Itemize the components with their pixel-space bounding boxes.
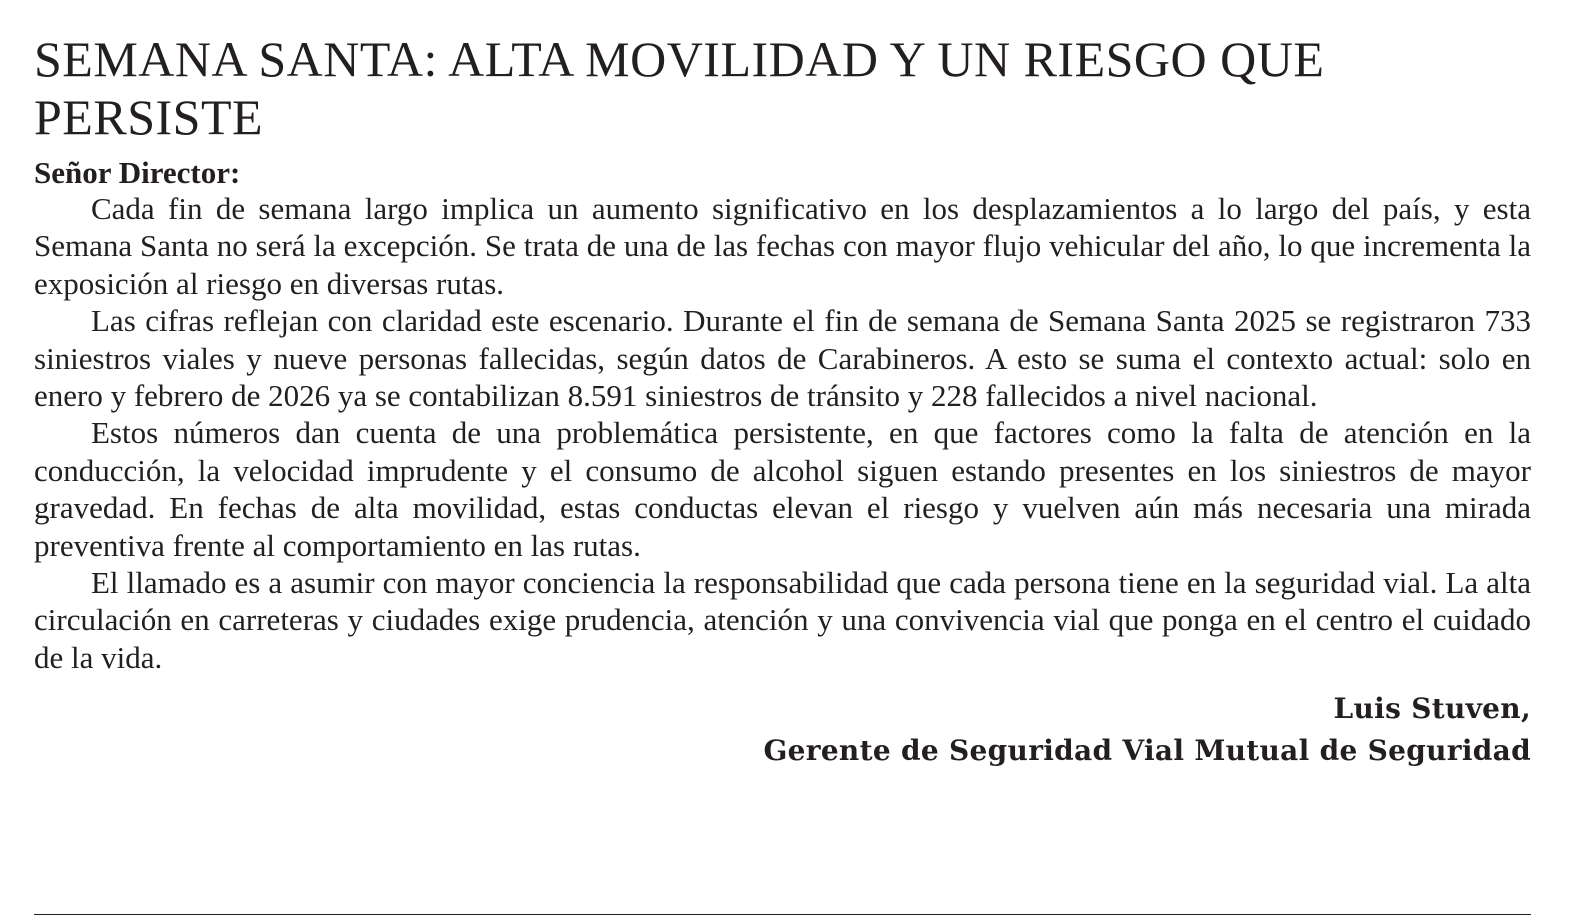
signature-block <box>34 688 1531 772</box>
signature-title: Gerente de Seguridad Vial Mutual de Seguridad <box>763 734 1531 768</box>
signature-name: Luis Stuven, <box>1333 692 1531 726</box>
paragraph-2: Las cifras reflejan con claridad este escenario. Durante el fin de semana de Semana Santa 2025 se registraron 733 siniestros viales y nueve personas fallecidas, según datos de Carabineros. A esto se suma el contexto actual: solo en enero y febrero de 2026 ya se contabilizan 8.591 siniestros de tránsito y 228 fallecidos a nivel nacional. <box>34 303 1531 414</box>
salutation: Señor Director: <box>34 155 241 190</box>
paragraph-4: El llamado es a asumir con mayor conciencia la responsabilidad que cada persona tiene en la seguridad vial. La alta circulación en carreteras y ciudades exige prudencia, atención y una convivencia vial que ponga en el centro el cuidado de la vida. <box>34 565 1531 675</box>
paragraph-1: Cada fin de semana largo implica un aumento significativo en los desplazamientos a lo largo del país, y esta Semana Santa no será la excepción. Se trata de una de las fechas con mayor flujo vehicular del año, lo que incrementa la exposición al riesgo en diversas rutas. <box>34 191 1531 301</box>
letter-article <box>34 30 1531 772</box>
bottom-divider <box>34 914 1531 915</box>
headline: SEMANA SANTA: ALTA MOVILIDAD Y UN RIESGO QUE PERSISTE <box>34 31 1325 145</box>
letter-body <box>34 190 1531 676</box>
paragraph-3: Estos números dan cuenta de una problemática persistente, en que factores como la falta de atención en la conducción, la velocidad imprudente y el consumo de alcohol siguen estando presentes en los siniestros de mayor gravedad. En fechas de alta movilidad, estas conductas elevan el riesgo y vuelven aún más necesaria una mirada preventiva frente al comportamiento en las rutas. <box>34 415 1531 563</box>
